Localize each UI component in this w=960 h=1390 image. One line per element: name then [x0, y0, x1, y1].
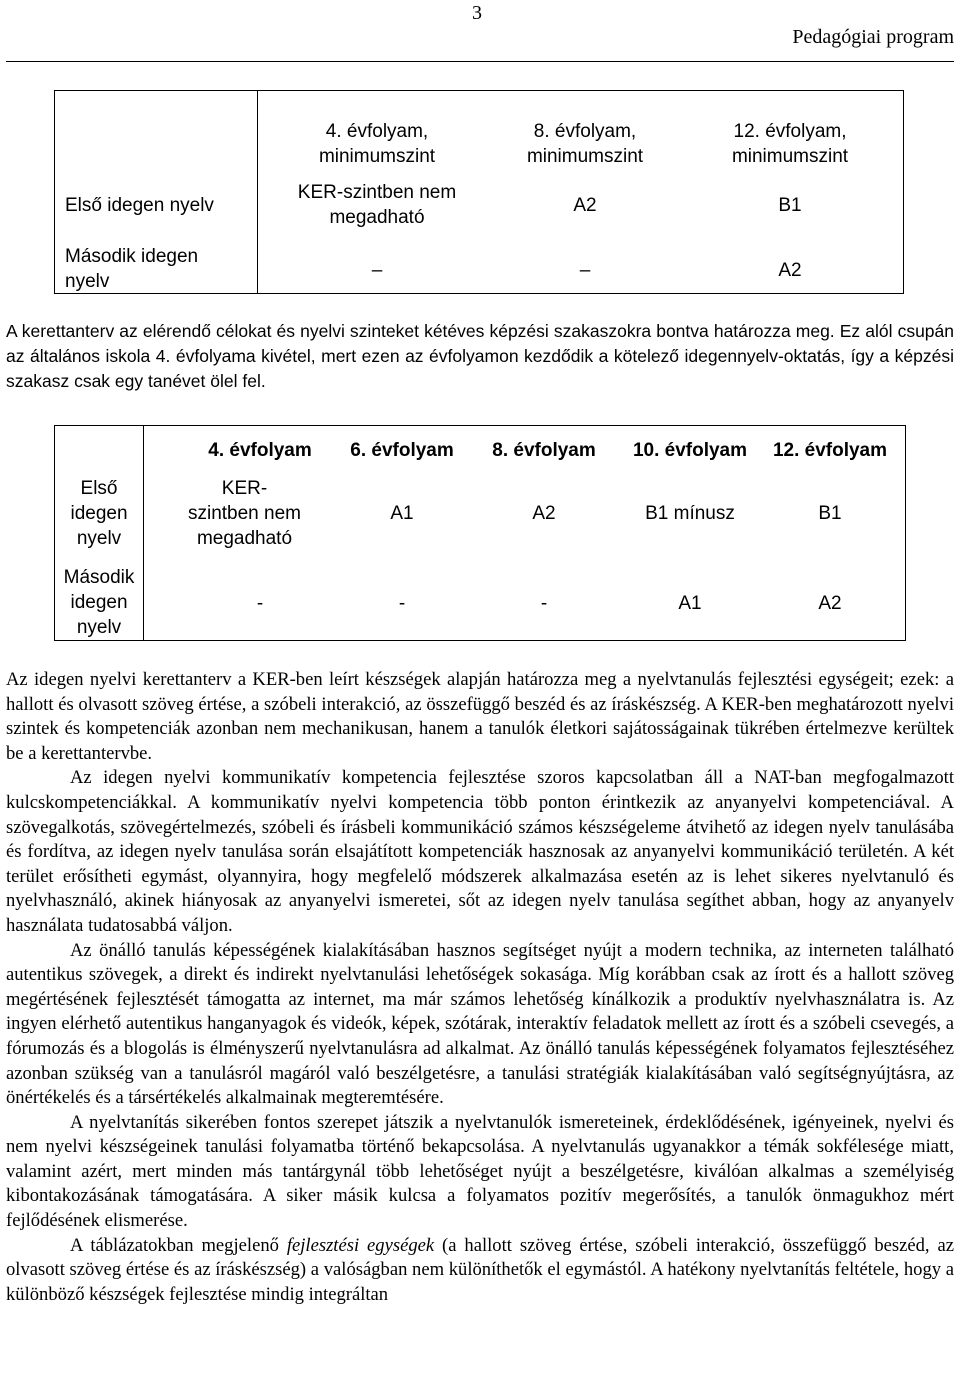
- t1-first-12: B1: [778, 195, 802, 216]
- header-title: Pedagógiai program: [792, 26, 954, 48]
- t2-row-label-second: Második idegen nyelv: [63, 567, 135, 638]
- level-table-grades: [54, 425, 906, 641]
- body-text-segment: (a hallott szöveg értése, szóbeli interakció, összefüggő beszéd, az olvasott szöveg értése és az íráskészség) a valóságban nem különíthetők el egymástól. A hatékony nyelvtanítás feltétele, hogy a különböző készségek fejlesztése mindig integráltan: [6, 1234, 954, 1305]
- t1-row-label-first: Első idegen nyelv: [65, 195, 214, 216]
- t1-header-12: 12. évfolyam, minimumszint: [731, 121, 849, 167]
- level-table-minimum: [54, 90, 904, 294]
- emphasis-term: fejlesztési egységek: [286, 1234, 435, 1256]
- t1-row-label-second: Második idegen nyelv: [65, 246, 199, 292]
- body-text: [6, 668, 954, 1307]
- t1-header-4: 4. évfolyam, minimumszint: [318, 121, 436, 167]
- body-paragraph: Az idegen nyelvi kerettanterv a KER-ben leírt készségek alapján határozza meg a nyelvtanulás fejlesztési egységeit; ezek: a hallott és olvasott szöveg értése, a szóbeli interakció, az összefüggő beszéd és az íráskészség. A KER-ben meghatározott nyelvi szintek és kompetenciák azonban nem mechanikusan, hanem a tanulók életkori sajátosságainak tükrében értelmezve kerültek be a kerettantervbe.: [6, 669, 954, 764]
- t1-first-8: A2: [573, 195, 597, 216]
- table-divider: [257, 91, 258, 293]
- body-paragraph: Az idegen nyelvi kommunikatív kompetencia fejlesztése szoros kapcsolatban áll a NAT-ban megfogalmazott kulcskompetenciákkal. A kommunikatív nyelvi kompetencia több ponton érintkezik az anyanyelvi kompetenciával. A szövegalkotás, szövegértelmezés, szóbeli és írásbeli kommunikáció számos készségeleme átvihető az idegen nyelv tanulásába és fordítva, az idegen nyelv tanulása során elsajátított kompetenciák hasznosak az anyanyelvi kommunikáció területén. A két terület erősítheti egymást, olyannyira, hogy megfelelő módszerek alkalmazása esetén az is lehet sikeres nyelvtanuló és nyelvhasználó, akinek hiányosak az anyanyelvi ismeretei, sőt az idegen nyelv tanulása segíthet abban, hogy az anyanyelv használata tudatosabbá váljon.: [6, 767, 954, 936]
- t2-second-4: -: [256, 593, 264, 614]
- t1-first-4: KER-szintben nem megadható: [297, 182, 457, 228]
- body-paragraph: [6, 1234, 954, 1308]
- t1-second-4: –: [371, 260, 383, 281]
- t2-second-12: A2: [818, 593, 842, 614]
- t2-first-6: A1: [390, 503, 414, 524]
- header-rule: [6, 61, 954, 62]
- t2-row-label-first: Első idegen nyelv: [70, 478, 128, 549]
- intro-paragraph: A kerettanterv az elérendő célokat és nyelvi szinteket kétéves képzési szakaszokra bontva határozza meg. Ez alól csupán az általános iskola 4. évfolyama kivétel, mert ezen az évfolyamon kezdődik a kötelező idegennyelv-oktatás, így a képzési szakasz csak egy tanévet ölel fel.: [6, 321, 954, 391]
- t1-second-8: –: [579, 260, 591, 281]
- body-paragraph: Az önálló tanulás képességének kialakításában hasznos segítséget nyújt a modern technika, az interneten található autentikus szövegek, a direkt és indirekt nyelvtanulási lehetőségek sokasága. Míg korábban csak az írott és a hallott szöveg megértésének fejlesztését támogatta az internet, ma már számos lehetőség kínálkozik a produktív nyelvhasználatra is. Az ingyen elérhető autentikus hanganyagok és videók, képek, szótárak, interaktív feladatok mellett az írott és a szóbeli csevegés, a fórumozás és a blogolás is élményszerű nyelvtanulásra ad alkalmat. Az önálló tanulás képességének folyamatos fejlesztéséhez azonban szükség van a tanulásról magáról való beszélgetésre, a tanulási stratégiák kialakításában való segítségnyújtásra, az önértékelés és a társértékelés alkalmainak megteremtésére.: [6, 939, 954, 1109]
- t2-header-4: 4. évfolyam: [208, 440, 312, 461]
- t2-header-6: 6. évfolyam: [350, 440, 454, 461]
- t1-second-12: A2: [778, 260, 802, 281]
- t2-second-10: A1: [678, 593, 702, 614]
- t2-header-8: 8. évfolyam: [492, 440, 596, 461]
- t2-first-10: B1 mínusz: [645, 503, 735, 524]
- page-number: 3: [472, 2, 482, 24]
- t2-second-8: -: [540, 593, 548, 614]
- t2-first-8: A2: [532, 503, 556, 524]
- t2-first-4: KER-szintben nem megadható: [187, 478, 301, 549]
- t2-header-12: 12. évfolyam: [772, 440, 888, 461]
- t2-first-12: B1: [818, 503, 842, 524]
- t2-second-6: -: [398, 593, 406, 614]
- t2-header-10: 10. évfolyam: [632, 440, 748, 461]
- body-text-segment: A táblázatokban megjelenő: [70, 1234, 287, 1256]
- body-paragraph: A nyelvtanítás sikerében fontos szerepet játszik a nyelvtanulók ismereteinek, érdeklődésének, igényeinek, nyelvi és nem nyelvi készségeinek tanulási folyamatba történő bekapcsolása. A nyelvtanulás ugyanakkor a témák sokfélesége miatt, valamint azért, mert minden más tantárgynál több lehetőséget nyújt a beszélgetésre, kiválóan alkalmas a személyiség kibontakozásának támogatására. A siker másik kulcsa a folyamatos pozitív megerősítés, a tanulók önmagukhoz mért fejlődésének elismerése.: [6, 1111, 954, 1232]
- table-divider: [143, 426, 144, 640]
- t1-header-8: 8. évfolyam, minimumszint: [526, 121, 644, 167]
